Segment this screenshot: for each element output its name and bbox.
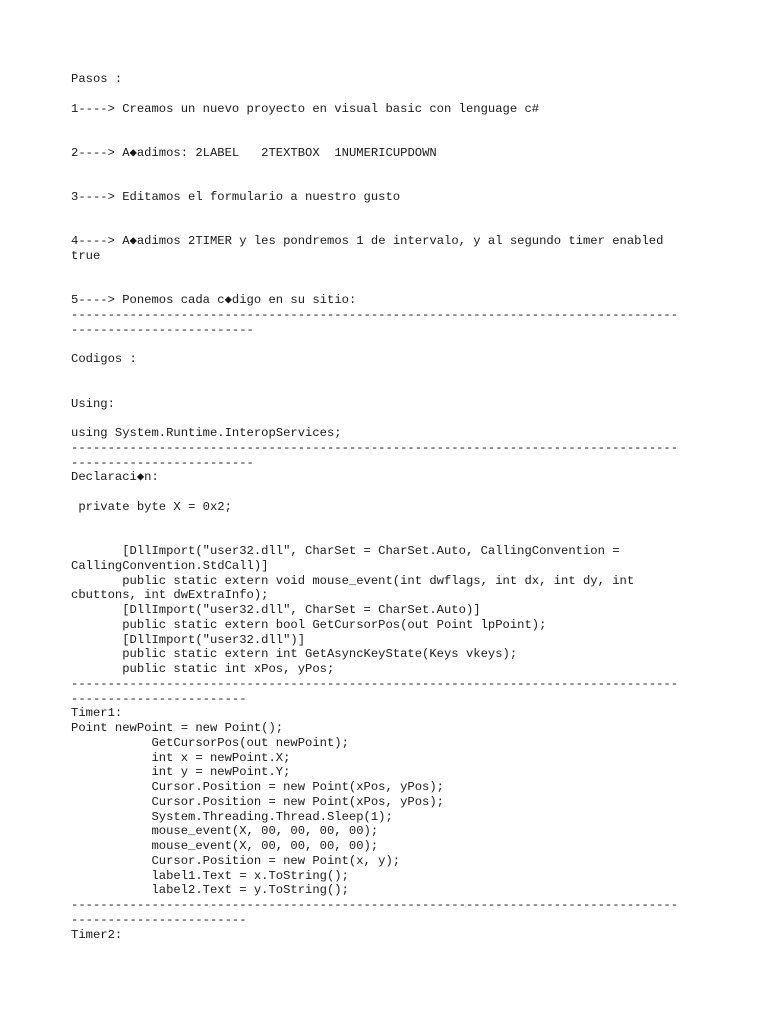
document-line	[71, 264, 701, 279]
document-line: mouse_event(X, 00, 00, 00, 00);	[71, 824, 379, 839]
document-line: Cursor.Position = new Point(xPos, yPos);	[71, 794, 444, 809]
document-line	[71, 367, 701, 382]
document-text	[71, 72, 701, 942]
document-line: Timer1:	[71, 706, 123, 721]
document-line	[71, 87, 701, 102]
document-line: int x = newPoint.X;	[71, 750, 291, 765]
document-line: public static extern void mouse_event(int dwflags, int dx, int dy, int	[71, 573, 635, 588]
document-line: -----------------------------------------------------------------------------------	[71, 898, 679, 912]
document-line: private byte X = 0x2;	[71, 499, 232, 514]
document-line	[71, 382, 701, 397]
document-line: cbuttons, int dwExtraInfo);	[71, 588, 269, 603]
document-line: mouse_event(X, 00, 00, 00, 00);	[71, 839, 379, 853]
document-line: -----------------------------------------------------------------------------------	[71, 440, 679, 455]
document-line: CallingConvention.StdCall)]	[71, 558, 269, 573]
document-line: label1.Text = x.ToString();	[71, 868, 349, 883]
document-line: [DllImport("user32.dll", CharSet = CharSet.Auto)]	[71, 603, 481, 617]
document-line	[71, 338, 701, 353]
document-line: 5----> Ponemos cada c◆digo en su sitio:	[71, 293, 357, 308]
document-line: 4----> A◆adimos 2TIMER y les pondremos 1 de intervalo, y al segundo timer enabled	[71, 234, 664, 249]
document-line: 3----> Editamos el formulario a nuestro gusto	[71, 190, 401, 204]
document-line	[71, 485, 701, 500]
document-line: public static int xPos, yPos;	[71, 662, 335, 676]
document-line: -------------------------	[71, 455, 254, 470]
document-line	[71, 279, 701, 294]
document-line: Pasos :	[71, 72, 123, 86]
document-line: -----------------------------------------------------------------------------------	[71, 676, 679, 691]
document-line	[71, 515, 701, 530]
document-line	[71, 131, 701, 146]
document-line	[71, 220, 701, 235]
document-line: Point newPoint = new Point();	[71, 721, 284, 735]
document-line	[71, 116, 701, 131]
document-line: GetCursorPos(out newPoint);	[71, 735, 349, 750]
document-line: [DllImport("user32.dll", CharSet = CharSet.Auto, CallingConvention =	[71, 544, 620, 558]
document-line: ------------------------	[71, 912, 247, 927]
document-line: Cursor.Position = new Point(xPos, yPos);	[71, 780, 444, 794]
document-line: label2.Text = y.ToString();	[71, 883, 349, 898]
document-line: System.Threading.Thread.Sleep(1);	[71, 809, 393, 824]
document-line: 1----> Creamos un nuevo proyecto en visual basic con lenguage c#	[71, 101, 540, 116]
document-line: Timer2:	[71, 927, 123, 942]
document-line	[71, 411, 701, 426]
document-line: Using:	[71, 396, 115, 411]
document-line: Codigos :	[71, 352, 137, 367]
document-line: int y = newPoint.Y;	[71, 765, 291, 780]
document-line	[71, 175, 701, 190]
document-line	[71, 161, 701, 176]
document-line: Cursor.Position = new Point(x, y);	[71, 853, 401, 868]
document-line: true	[71, 249, 101, 263]
document-line: ------------------------	[71, 691, 247, 706]
document-line: public static extern int GetAsyncKeyState(Keys vkeys);	[71, 647, 518, 662]
document-line	[71, 205, 701, 220]
document-line	[71, 529, 701, 544]
document-line: -------------------------	[71, 322, 254, 337]
document-line: 2----> A◆adimos: 2LABEL 2TEXTBOX 1NUMERICUPDOWN	[71, 145, 437, 160]
document-line: public static extern bool GetCursorPos(out Point lpPoint);	[71, 617, 547, 632]
document-line: [DllImport("user32.dll")]	[71, 632, 306, 647]
document-line: using System.Runtime.InteropServices;	[71, 426, 342, 440]
document-line: -----------------------------------------------------------------------------------	[71, 308, 679, 322]
document-line: Declaraci◆n:	[71, 470, 159, 485]
